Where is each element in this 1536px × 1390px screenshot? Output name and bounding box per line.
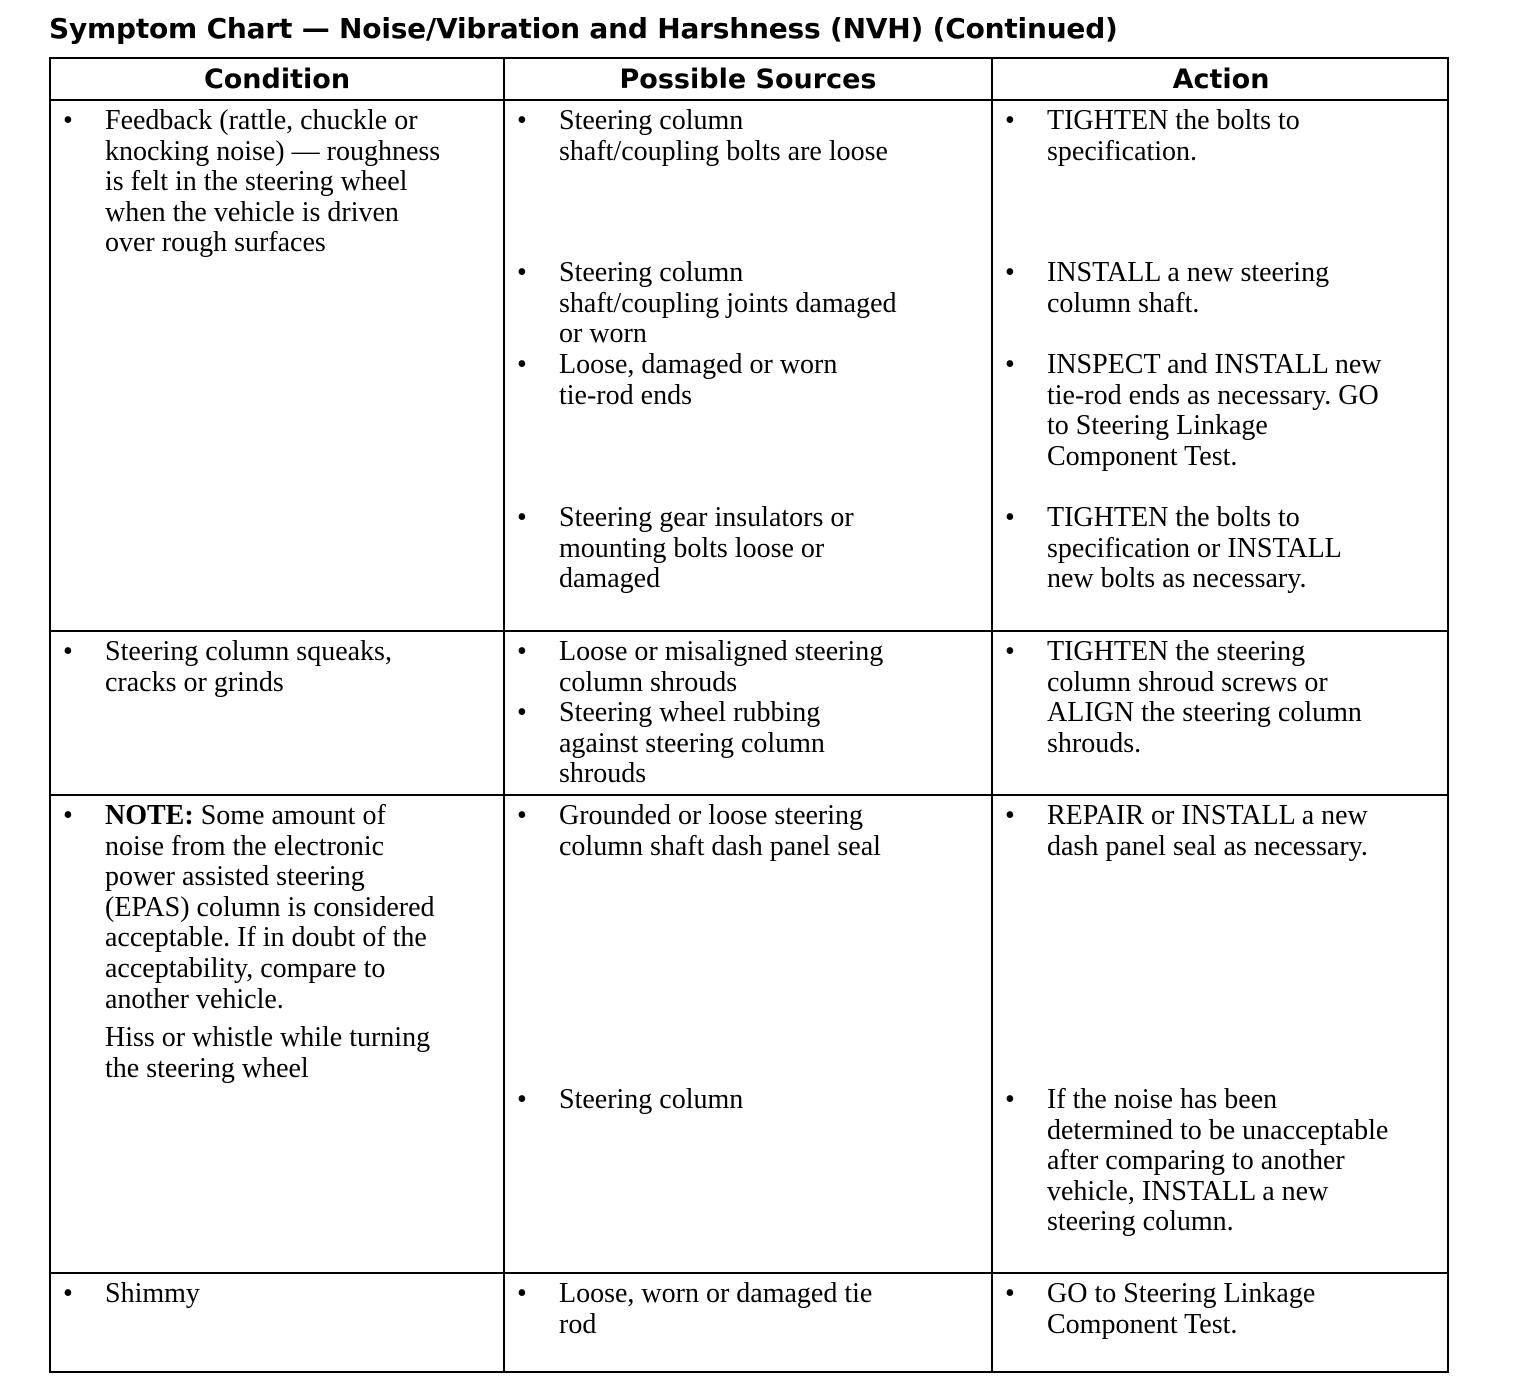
source-text: Loose, damaged or worn tie-rod ends [559,349,838,411]
bullet: • [517,105,527,136]
bullet: • [1005,105,1015,136]
action-text: REPAIR or INSTALL a new dash panel seal as necessary. [1047,800,1368,862]
bullet: • [1005,1278,1015,1309]
bullet: • [517,257,527,288]
source-text: Loose, worn or damaged tie rod [559,1278,873,1340]
condition-text: Feedback (rattle, chuckle or knocking noise) — roughness is felt in the steering wheel when the vehicle is driven over rough surfaces [105,105,441,259]
condition-text: Shimmy [105,1278,200,1309]
source-text: Steering wheel rubbing against steering column shrouds [559,697,825,790]
bullet: • [1005,502,1015,533]
bullet: • [517,1084,527,1115]
action-text: GO to Steering Linkage Component Test. [1047,1278,1316,1340]
bullet: • [63,105,73,136]
source-text: Steering column [559,1084,744,1115]
header-action: Action [1172,64,1270,95]
bullet: • [1005,1084,1015,1115]
note-label: NOTE: [105,800,194,831]
bullet: • [1005,257,1015,288]
column-divider [991,59,993,1371]
bullet: • [517,636,527,667]
source-text: Loose or misaligned steering column shrouds [559,636,884,698]
source-text: Steering column shaft/coupling joints damaged or worn [559,257,897,350]
bullet: • [1005,349,1015,380]
header-possible-sources: Possible Sources [619,64,877,95]
action-text: INSTALL a new steering column shaft. [1047,257,1330,319]
bullet: • [1005,800,1015,831]
action-text: TIGHTEN the bolts to specification. [1047,105,1300,167]
bullet: • [517,349,527,380]
symptom-table [49,57,1449,1373]
action-text: INSPECT and INSTALL new tie-rod ends as necessary. GO to Steering Linkage Component Test. [1047,349,1382,472]
action-text: If the noise has been determined to be unacceptable after comparing to another vehicle, INSTALL a new steering column. [1047,1084,1389,1238]
source-text: Steering gear insulators or mounting bolts loose or damaged [559,502,854,595]
bullet: • [63,1278,73,1309]
bullet: • [517,697,527,728]
source-text: Grounded or loose steering column shaft dash panel seal [559,800,881,862]
bullet: • [517,502,527,533]
action-text: TIGHTEN the bolts to specification or INSTALL new bolts as necessary. [1047,502,1342,595]
row-divider [51,1272,1447,1274]
row-divider [51,630,1447,632]
bullet: • [63,800,73,831]
bullet: • [517,1278,527,1309]
header-condition: Condition [203,64,351,95]
condition-text: Steering column squeaks, cracks or grinds [105,636,392,698]
bullet: • [63,636,73,667]
action-text: TIGHTEN the steering column shroud screws or ALIGN the steering column shrouds. [1047,636,1362,759]
bullet: • [517,800,527,831]
note-text [105,801,435,1015]
row-divider [51,794,1447,796]
note-body: Some amount of noise from the electronic power assisted steering (EPAS) column is considered acceptable. If in doubt of the acceptability, compare to another vehicle. [105,800,435,1015]
condition-text: Hiss or whistle while turning the steering wheel [105,1022,431,1084]
bullet: • [1005,636,1015,667]
source-text: Steering column shaft/coupling bolts are loose [559,105,888,167]
column-divider [503,59,505,1371]
chart-title: Symptom Chart — Noise/Vibration and Harshness (NVH) (Continued) [49,12,1118,45]
